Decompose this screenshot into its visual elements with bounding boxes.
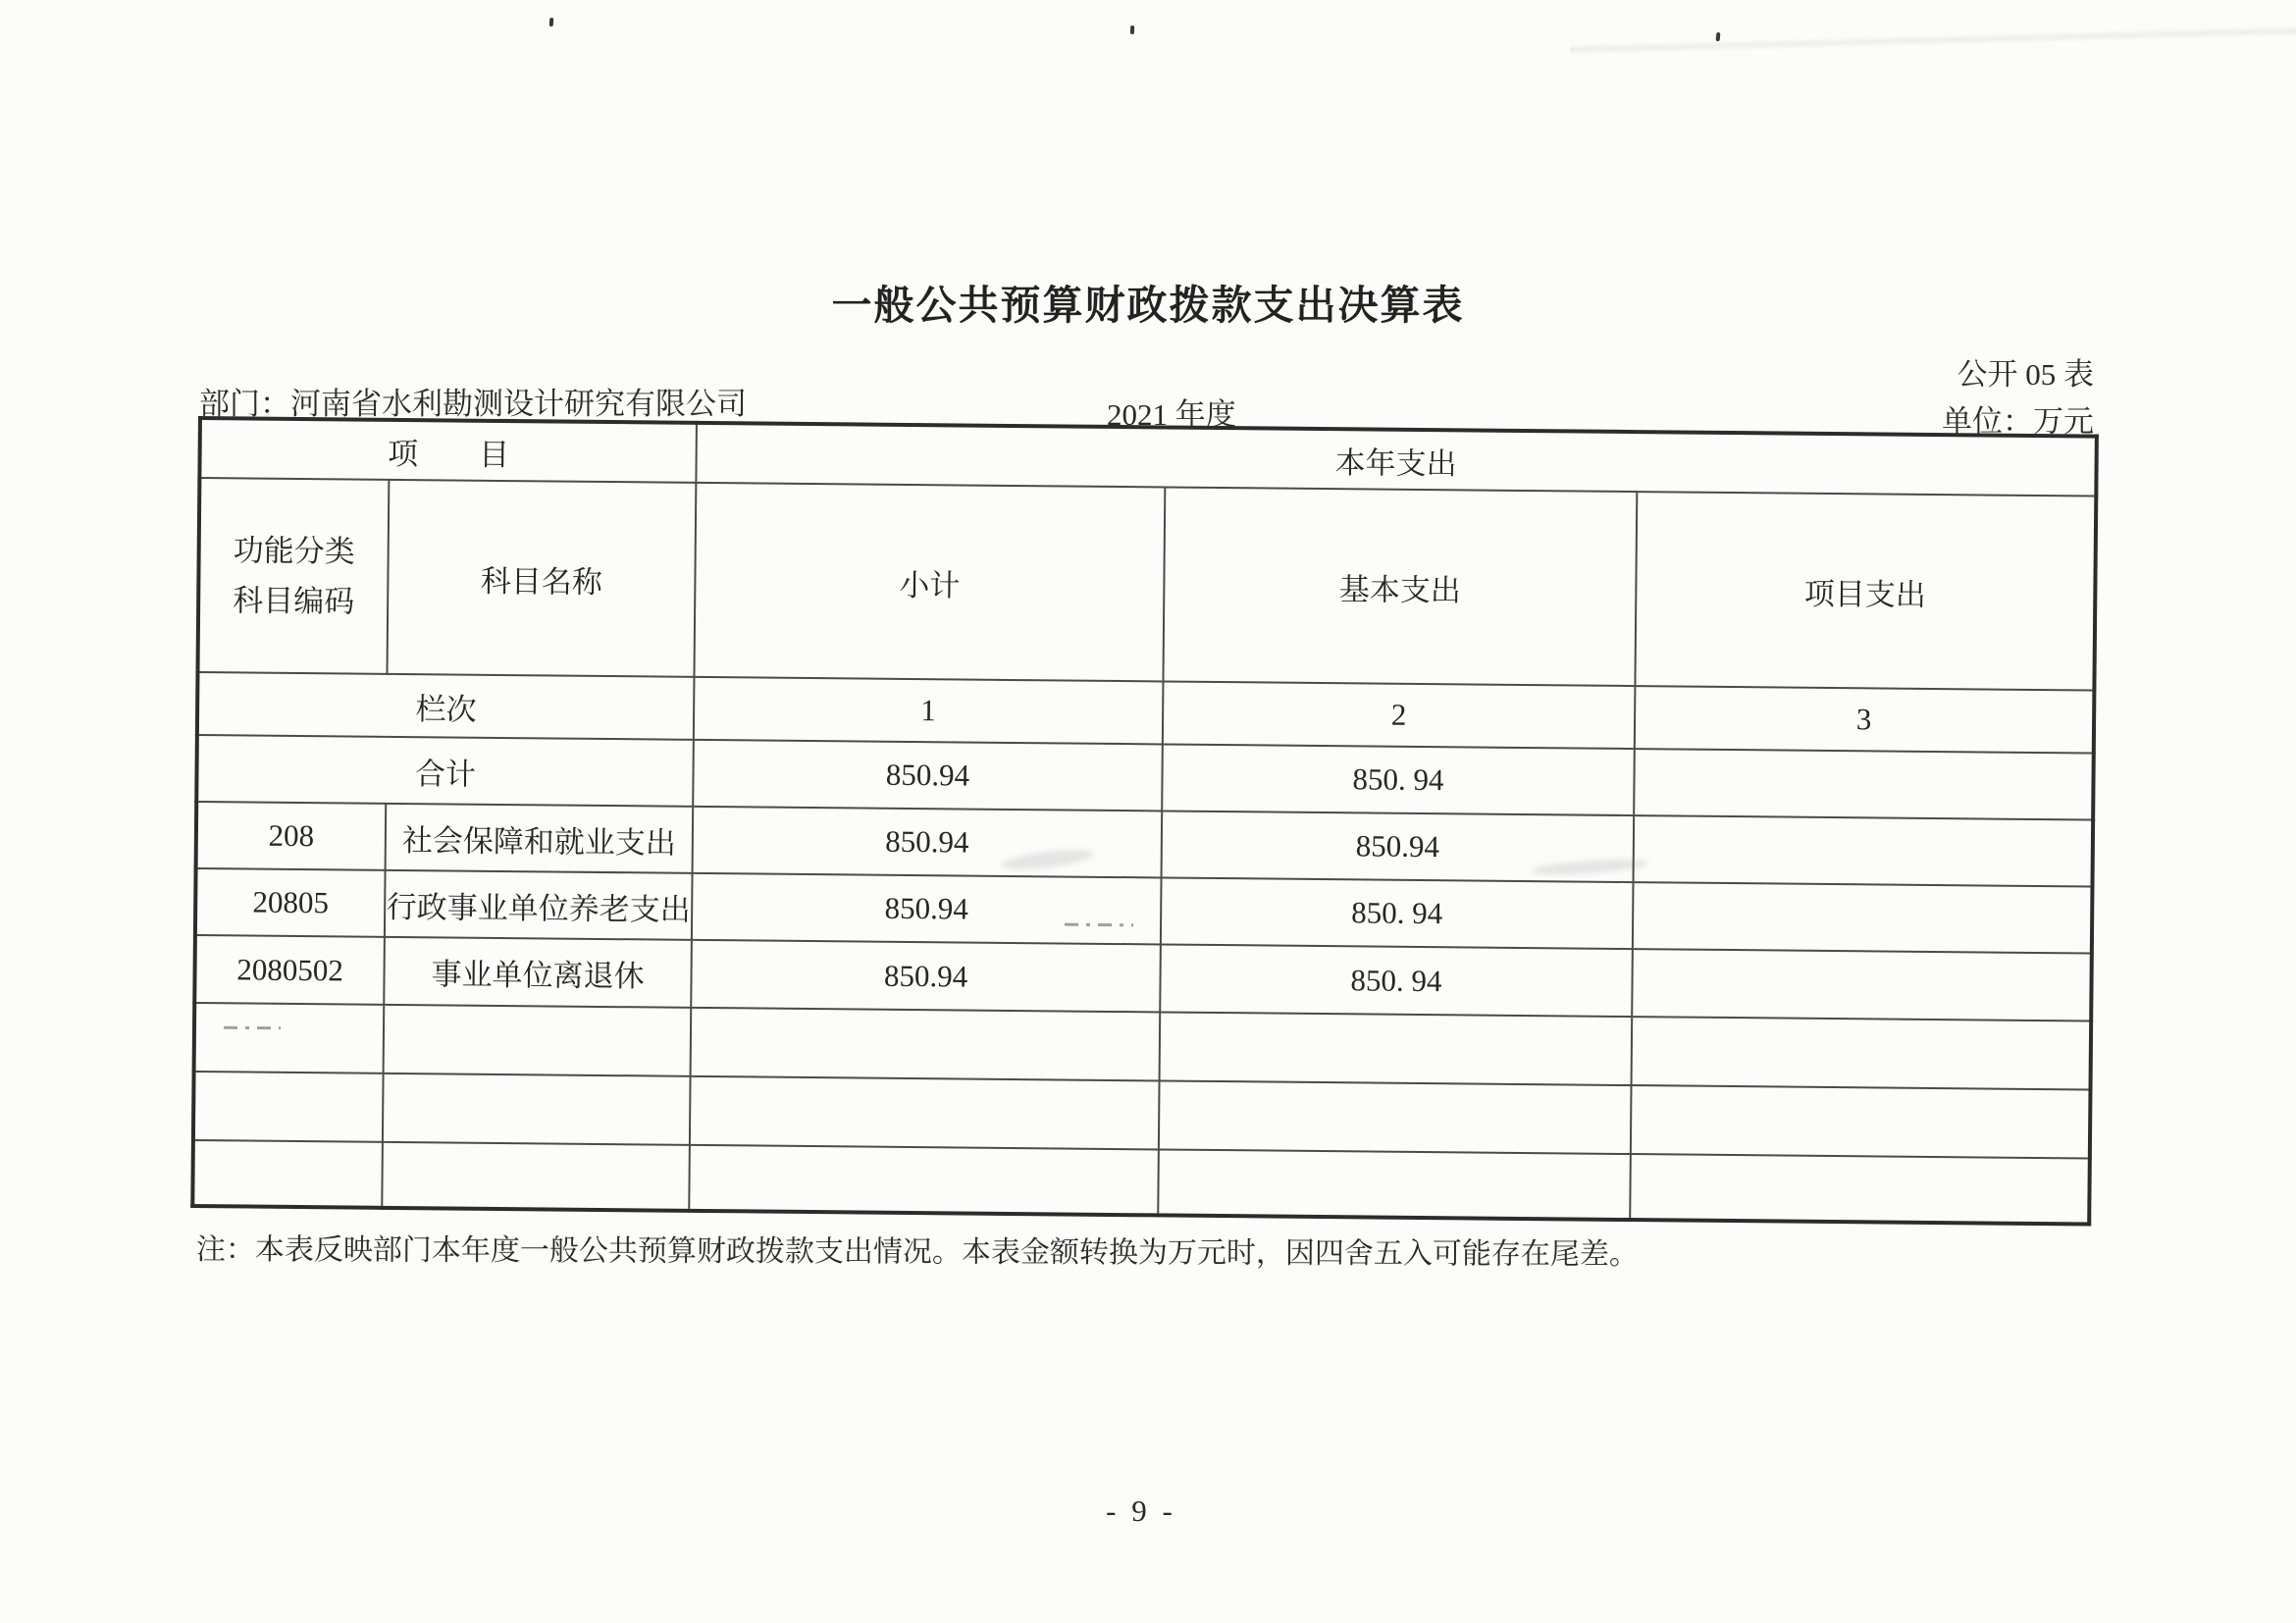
empty-cell bbox=[1631, 1085, 2091, 1158]
row-basic: 850. 94 bbox=[1161, 877, 1634, 949]
header-function-code bbox=[197, 478, 389, 674]
row-code: 20805 bbox=[195, 868, 386, 937]
header-basic-expenditure: 基本支出 bbox=[1163, 487, 1637, 686]
empty-cell bbox=[1158, 1149, 1631, 1220]
row-basic: 850.94 bbox=[1162, 811, 1635, 882]
page-number: - 9 - bbox=[1106, 1493, 1176, 1528]
row-subtotal: 850.94 bbox=[693, 807, 1163, 878]
header-subtotal: 小计 bbox=[694, 483, 1165, 682]
table-note: 注：本表反映部门本年度一般公共预算财政拨款支出情况。本表金额转换为万元时，因四舍五入可能存在尾差。 bbox=[195, 1233, 1639, 1272]
header-project-group: 项 目 bbox=[199, 418, 697, 483]
empty-cell bbox=[193, 1072, 384, 1142]
department-line: 部门：河南省水利勘测设计研究有限公司 bbox=[199, 387, 747, 421]
header-project-expenditure: 项目支出 bbox=[1635, 492, 2096, 690]
empty-cell bbox=[194, 1003, 385, 1073]
empty-cell bbox=[1160, 1012, 1633, 1085]
column-index-label: 栏次 bbox=[197, 672, 695, 740]
row-code: 208 bbox=[196, 802, 387, 870]
header-current-year-group: 本年支出 bbox=[696, 423, 2097, 497]
row-subject-name: 事业单位离退休 bbox=[384, 937, 692, 1008]
header-function-code-text bbox=[200, 525, 388, 627]
empty-cell bbox=[1630, 1154, 2090, 1224]
column-index-1: 1 bbox=[694, 677, 1164, 745]
total-basic: 850. 94 bbox=[1162, 744, 1635, 815]
scan-speck bbox=[549, 18, 554, 26]
header-subject-name: 科目名称 bbox=[387, 480, 696, 677]
row-project bbox=[1632, 949, 2092, 1021]
empty-cell bbox=[689, 1145, 1159, 1216]
table-column-header-row bbox=[197, 478, 2096, 691]
empty-cell bbox=[382, 1142, 690, 1211]
row-subject-name: 社会保障和就业支出 bbox=[386, 804, 694, 873]
header-code-line1: 功能分类 bbox=[233, 533, 355, 569]
header-code-line2: 科目编码 bbox=[233, 583, 355, 619]
page-title: 一般公共预算财政拨款支出决算表 bbox=[831, 283, 1465, 328]
empty-cell bbox=[1159, 1080, 1632, 1154]
unit-line: 单位：万元 bbox=[1942, 404, 2094, 439]
scan-speck bbox=[1130, 26, 1134, 34]
row-subject-name: 行政事业单位养老支出 bbox=[385, 870, 693, 940]
row-project bbox=[1633, 882, 2093, 953]
row-subtotal: 850.94 bbox=[691, 940, 1161, 1013]
empty-cell bbox=[192, 1140, 383, 1208]
expenditure-table bbox=[190, 416, 2099, 1227]
empty-cell bbox=[1632, 1017, 2092, 1089]
column-index-2: 2 bbox=[1163, 681, 1636, 749]
row-subtotal: 850.94 bbox=[692, 873, 1162, 945]
empty-cell bbox=[690, 1076, 1160, 1150]
empty-cell bbox=[691, 1008, 1161, 1081]
public-table-code: 公开 05 表 bbox=[1957, 357, 2094, 392]
row-basic: 850. 94 bbox=[1160, 944, 1633, 1017]
empty-cell bbox=[384, 1005, 692, 1076]
column-index-3: 3 bbox=[1635, 686, 2095, 753]
total-label: 合计 bbox=[196, 735, 694, 807]
empty-cell bbox=[383, 1073, 691, 1145]
total-project bbox=[1634, 749, 2094, 819]
scan-streak bbox=[1570, 26, 2296, 55]
row-project bbox=[1634, 815, 2094, 886]
fiscal-year: 2021 年度 bbox=[1107, 397, 1236, 432]
total-subtotal: 850.94 bbox=[693, 740, 1163, 812]
row-code: 2080502 bbox=[194, 935, 385, 1005]
